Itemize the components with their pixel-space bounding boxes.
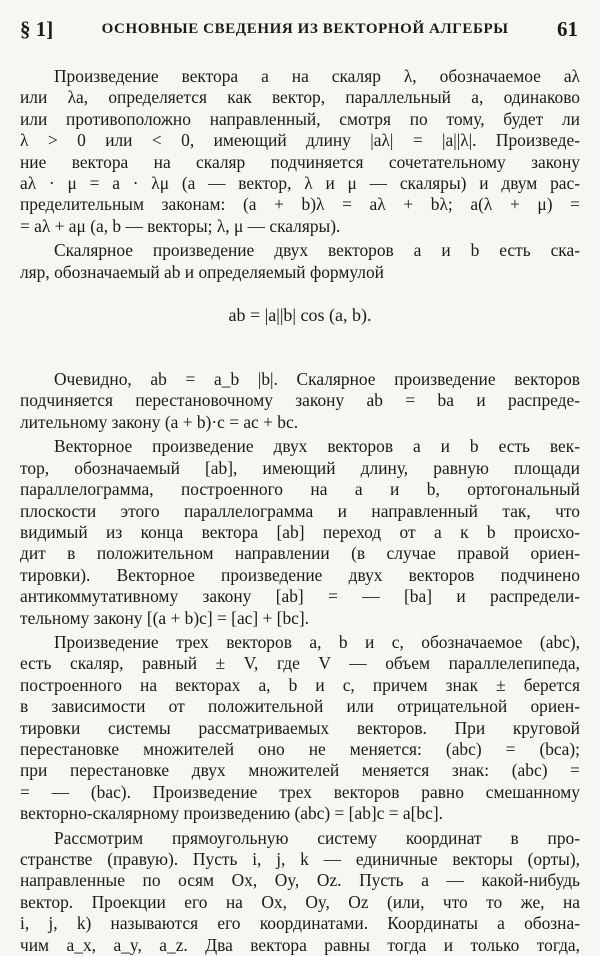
text-line: странстве (правую). Пусть i, j, k — единичные векторы (орты), <box>20 849 580 869</box>
text-line: тировки). Векторное произведение двух векторов подчинено <box>20 564 580 585</box>
dot-product-formula: ab = |a||b| cos (a, b). <box>228 305 372 326</box>
page-number: 61 <box>556 16 578 41</box>
text-line: Очевидно, ab = a_b |b|. Скалярное произведение векторов <box>54 369 580 390</box>
page-body <box>20 66 580 956</box>
paragraph-scalar-multiplication <box>20 66 580 237</box>
text-line: подчиняется перестановочному закону ab = ba и распреде- <box>20 390 580 411</box>
text-line: лительному закону (a + b)·c = ac + bc. <box>20 411 299 432</box>
paragraph-dot-product-intro <box>20 240 580 283</box>
text-line: Произведение вектора a на скаляр λ, обозначаемое aλ <box>54 66 580 86</box>
text-line: вектор. Проекции его на Ox, Oy, Oz (или, что то же, на <box>20 891 580 912</box>
text-line: чим a_x, a_y, a_z. Два вектора равны тогда и только тогда, <box>20 934 580 955</box>
text-line: параллелограмма, построенного на a и b, ортогональный <box>20 479 580 500</box>
text-line: aλ · μ = a · λμ (a — вектор, λ и μ — скаляры) и двум рас- <box>20 173 580 194</box>
text-line: или λa, определяется как вектор, параллельный a, одинаково <box>20 87 580 108</box>
text-line: дит в положительном направлении (в случае правой ориен- <box>20 543 580 564</box>
paragraph-cross-product <box>20 436 580 629</box>
text-line: при перестановке двух множителей меняется знак: (abc) = <box>20 760 580 781</box>
text-line: ние вектора на скаляр подчиняется сочетательному закону <box>20 151 580 172</box>
text-line: векторно-скалярному произведению (abc) = [ab]c = a[bc]. <box>20 803 443 824</box>
text-line: в зависимости от положительной или отрицательной ориен- <box>20 696 580 717</box>
text-line: Произведение трех векторов a, b и c, обозначаемое (abc), <box>54 631 580 652</box>
paragraph-triple-product <box>20 632 580 825</box>
paragraph-coordinates <box>20 828 580 956</box>
text-line: λ > 0 или < 0, имеющий длину |aλ| = |a||λ|. Произведе- <box>20 130 580 151</box>
text-line: = aλ + aμ (a, b — векторы; λ, μ — скаляры). <box>20 215 341 236</box>
text-line: i, j, k) называются его координатами. Координаты a обозна- <box>20 913 580 934</box>
running-title: ОСНОВНЫЕ СВЕДЕНИЯ ИЗ ВЕКТОРНОЙ АЛГЕБРЫ <box>101 20 509 37</box>
section-mark: § 1] <box>20 16 54 41</box>
text-line: тельному закону [(a + b)c] = [ac] + [bc]. <box>20 607 310 628</box>
text-line: антикоммутативному закону [ab] = — [ba] и распредели- <box>20 586 580 607</box>
text-line: Рассмотрим прямоугольную систему координат в про- <box>54 827 580 848</box>
text-line: тор, обозначаемый [ab], имеющий длину, равную площади <box>20 457 580 478</box>
text-line: Векторное произведение двух векторов a и b есть век- <box>54 436 580 457</box>
text-line: ляр, обозначаемый ab и определяемый формулой <box>20 261 384 282</box>
text-line: плоскости этого параллелограмма и направленный так, что <box>20 500 580 521</box>
text-line: есть скаляр, равный ± V, где V — объем параллелепипеда, <box>20 653 580 674</box>
text-line: видимый из конца вектора [ab] переход от a к b происхо- <box>20 521 580 542</box>
text-line: перестановке множителей оно не меняется: (abc) = (bca); <box>20 738 580 759</box>
text-line: построенного на векторах a, b и c, причем знак ± берется <box>20 674 580 695</box>
page-header <box>20 14 578 44</box>
text-line: Скалярное произведение двух векторов a и b есть ска- <box>54 240 580 261</box>
text-line: = — (bac). Произведение трех векторов равно смешанному <box>20 781 580 802</box>
paragraph-dot-product-laws <box>20 369 580 433</box>
text-line: пределительным законам: (a + b)λ = aλ + bλ; a(λ + μ) = <box>20 194 580 215</box>
text-line: тировки системы рассматриваемых векторов. При круговой <box>20 717 580 738</box>
text-line: направленные по осям Ox, Oy, Oz. Пусть a — какой-нибудь <box>20 870 580 891</box>
text-line: или противоположно направленный, смотря по тому, будет ли <box>20 108 580 129</box>
